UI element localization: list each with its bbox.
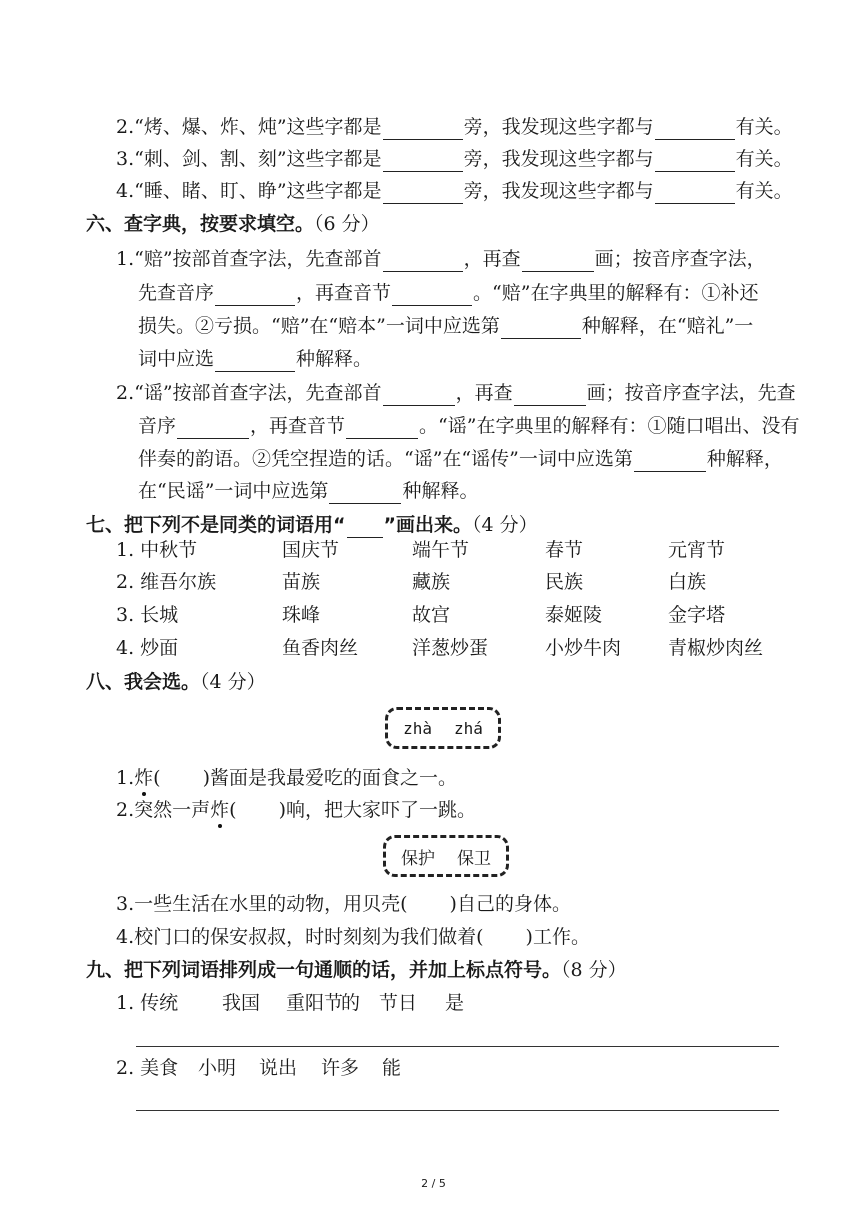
word-cell[interactable]: 端午节 <box>412 539 470 561</box>
text: )工作。 <box>525 926 590 948</box>
text: )酱面是我最爱吃的面食之一。 <box>202 767 457 789</box>
answer-line[interactable] <box>136 1046 779 1047</box>
word-cell[interactable]: 民族 <box>545 571 584 593</box>
word-cell[interactable]: 国庆节 <box>282 539 340 561</box>
word-token: 2. 美食 <box>116 1057 179 1079</box>
section-7-title-b: ”画出来。 <box>383 514 472 536</box>
underline-sample <box>347 517 383 538</box>
answer-blank[interactable] <box>514 385 586 406</box>
section-8-points: （4 分） <box>200 671 266 693</box>
word-cell[interactable]: 春节 <box>545 539 584 561</box>
text: ( <box>153 767 161 789</box>
q6-1-line-3 <box>138 313 753 339</box>
answer-blank[interactable] <box>634 451 706 472</box>
q5-2-text-c: 有关。 <box>735 116 793 138</box>
text: ，再查 <box>463 248 521 270</box>
word-token: 许多 <box>321 1057 360 1079</box>
text: ，再查 <box>455 382 513 404</box>
q5-3-text-c: 有关。 <box>735 148 793 170</box>
q6-2-line-2 <box>138 413 799 439</box>
section-8-heading <box>86 669 266 695</box>
answer-blank[interactable] <box>346 418 418 439</box>
word-token: 小明 <box>198 1057 237 1079</box>
section-6-heading <box>86 211 380 237</box>
text: 音序 <box>138 415 177 437</box>
text: 画；按音序查字法， <box>594 248 766 270</box>
answer-blank[interactable] <box>501 318 581 339</box>
q5-4-text-b: 旁，我发现这些字都与 <box>463 180 654 202</box>
q5-2 <box>116 114 793 140</box>
section-9-title: 九、把下列词语排列成一句通顺的话，并加上标点符号。 <box>86 959 562 981</box>
answer-blank[interactable] <box>383 385 455 406</box>
word-cell[interactable]: 苗族 <box>282 571 321 593</box>
q8-1 <box>116 765 457 791</box>
q8-2 <box>116 797 476 823</box>
answer-blank[interactable] <box>383 119 463 140</box>
answer-blank[interactable] <box>177 418 249 439</box>
answer-blank[interactable] <box>392 285 472 306</box>
section-7-heading <box>86 512 538 538</box>
answer-blank[interactable] <box>522 251 594 272</box>
text: 在“民谣”一词中应选第 <box>138 480 329 502</box>
text: 伴奏的韵语。②凭空捏造的话。“谣”在“谣传”一词中应选第 <box>138 448 633 470</box>
text: 1. <box>116 767 135 789</box>
word-cell[interactable]: 藏族 <box>412 571 451 593</box>
emphasized-char: 炸 <box>210 799 230 821</box>
word-cell[interactable]: 元宵节 <box>668 539 726 561</box>
text: 词中应选 <box>138 348 215 370</box>
text: )响，把大家吓了一跳。 <box>278 799 476 821</box>
text: ，再查音节 <box>296 282 392 304</box>
word-cell[interactable]: 青椒炒肉丝 <box>668 637 764 659</box>
answer-blank[interactable] <box>655 151 735 172</box>
word-cell[interactable]: 2. 维吾尔族 <box>116 571 217 593</box>
section-7-title-a: 七、把下列不是同类的词语用“ <box>86 514 346 536</box>
text: 种解释。 <box>296 348 373 370</box>
text: 2.突然一声 <box>116 799 211 821</box>
answer-blank[interactable] <box>383 151 463 172</box>
word-token: 重阳节 <box>286 992 344 1014</box>
pinyin-option: zhá <box>454 718 483 738</box>
text: 画；按音序查字法，先查 <box>586 382 796 404</box>
section-8-title: 八、我会选。 <box>86 671 201 693</box>
word-token: 我国 <box>222 992 261 1014</box>
answer-blank[interactable] <box>383 251 463 272</box>
q5-4-text-c: 有关。 <box>735 180 793 202</box>
q5-3-text-a: 3.“刺、剑、割、刻”这些字都是 <box>116 148 382 170</box>
text: )自己的身体。 <box>449 893 571 915</box>
word-cell[interactable]: 3. 长城 <box>116 604 179 626</box>
word-cell[interactable]: 泰姬陵 <box>545 604 603 626</box>
page-number: 2 / 5 <box>421 1177 446 1190</box>
section-6-points: （6 分） <box>314 213 380 235</box>
text: ( <box>229 799 237 821</box>
q5-2-text-a: 2.“烤、爆、炸、炖”这些字都是 <box>116 116 382 138</box>
text: 种解释。 <box>402 480 479 502</box>
q6-2-line-3 <box>138 446 783 472</box>
word-token: 节日 <box>379 992 418 1014</box>
q5-3 <box>116 146 793 172</box>
answer-blank[interactable] <box>655 183 735 204</box>
answer-blank[interactable] <box>215 285 295 306</box>
word-token: 能 <box>382 1057 402 1079</box>
text: 1.“赔”按部首查字法，先查部首 <box>116 248 382 270</box>
answer-blank[interactable] <box>329 483 401 504</box>
q5-3-text-b: 旁，我发现这些字都与 <box>463 148 654 170</box>
q5-4 <box>116 178 793 204</box>
word-cell[interactable]: 鱼香肉丝 <box>282 637 359 659</box>
emphasized-char: 炸 <box>134 767 154 789</box>
q8-4 <box>116 924 590 950</box>
word-cell[interactable]: 洋葱炒蛋 <box>412 637 489 659</box>
text: 种解释， <box>706 448 783 470</box>
text: ，再查音节 <box>250 415 346 437</box>
q6-1-line-4 <box>138 346 372 372</box>
word-cell[interactable]: 1. 中秋节 <box>116 539 198 561</box>
text: 种解释，在“赔礼”一 <box>581 315 754 337</box>
text: 损失。②亏损。“赔”在“赔本”一词中应选第 <box>138 315 500 337</box>
section-9-heading <box>86 957 627 983</box>
q6-2-line-4 <box>138 478 478 504</box>
word-cell[interactable]: 金字塔 <box>668 604 726 626</box>
text: 4.校门口的保安叔叔，时时刻刻为我们做着( <box>116 926 484 948</box>
word-choice-box <box>383 835 509 877</box>
text: 。“谣”在字典里的解释有：①随口唱出、没有 <box>419 415 800 437</box>
word-token: 的 <box>341 992 361 1014</box>
word-cell[interactable]: 4. 炒面 <box>116 637 179 659</box>
section-7-points: （4 分） <box>472 514 538 536</box>
q5-4-text-a: 4.“睡、睹、盯、睁”这些字都是 <box>116 180 382 202</box>
q5-2-text-b: 旁，我发现这些字都与 <box>463 116 654 138</box>
word-token: 说出 <box>259 1057 298 1079</box>
q8-3 <box>116 891 571 917</box>
answer-line[interactable] <box>136 1110 779 1111</box>
word-cell[interactable]: 故宫 <box>412 604 451 626</box>
section-9-points: （8 分） <box>561 959 627 981</box>
answer-blank[interactable] <box>383 183 463 204</box>
q6-2-line-1 <box>116 380 796 406</box>
word-cell[interactable]: 白族 <box>668 571 707 593</box>
q6-1-line-2 <box>138 280 758 306</box>
word-token: 1. 传统 <box>116 992 179 1014</box>
text: 先查音序 <box>138 282 215 304</box>
word-option: 保护 <box>401 848 435 869</box>
word-option: 保卫 <box>457 848 491 869</box>
q6-1-line-1 <box>116 246 766 272</box>
answer-blank[interactable] <box>215 351 295 372</box>
text: 。“赔”在字典里的解释有：①补还 <box>473 282 759 304</box>
answer-blank[interactable] <box>655 119 735 140</box>
word-cell[interactable]: 珠峰 <box>282 604 321 626</box>
pinyin-choice-box <box>385 707 501 749</box>
word-cell[interactable]: 小炒牛肉 <box>545 637 622 659</box>
text: 3.一些生活在水里的动物，用贝壳( <box>116 893 408 915</box>
pinyin-option: zhà <box>403 718 432 738</box>
section-6-title: 六、查字典，按要求填空。 <box>86 213 315 235</box>
word-token: 是 <box>445 992 465 1014</box>
text: 2.“谣”按部首查字法，先查部首 <box>116 382 382 404</box>
